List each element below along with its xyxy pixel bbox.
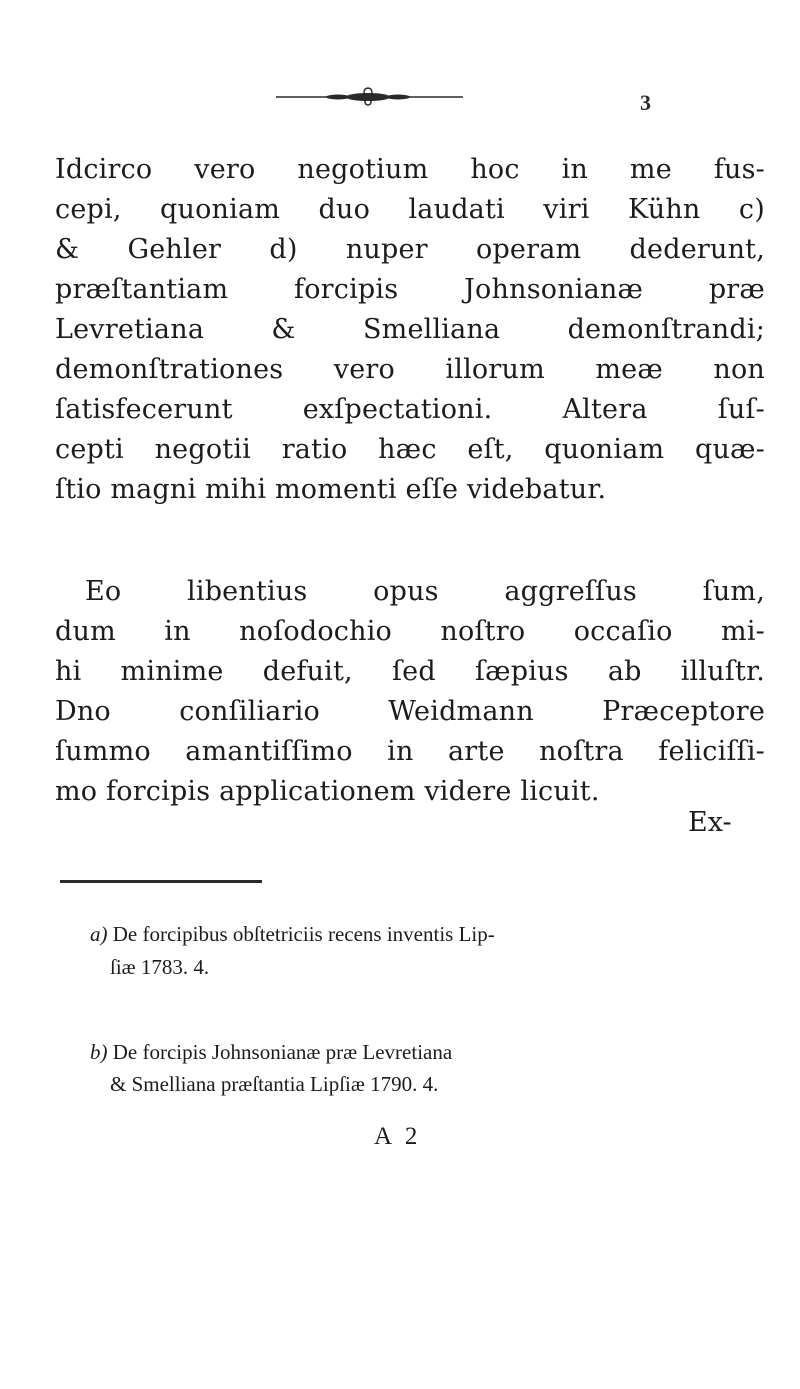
footnote-marker: b) [90, 1040, 108, 1064]
paragraph-1 [55, 150, 765, 510]
signature-mark: A 2 [374, 1123, 422, 1150]
header-ornament [268, 86, 468, 108]
footnote-a-continued [110, 953, 209, 981]
footnote-b-continued [110, 1070, 438, 1098]
text-line: demonſtrationes vero illorum meæ non [55, 354, 765, 385]
footnote-rule [60, 880, 262, 883]
text-line: cepi, quoniam duo laudati viri Kühn c) [55, 194, 765, 225]
footnote-a [90, 920, 495, 948]
footnote-b [90, 1038, 452, 1066]
text-line: hi minime defuit, ſed ſæpius ab illuſtr. [55, 656, 765, 687]
text-line: & Gehler d) nuper operam dederunt, [55, 234, 765, 265]
text-line: Idcirco vero negotium hoc in me fus- [55, 154, 765, 185]
page-number: 3 [640, 90, 651, 115]
footnote-text: ſiæ 1783. 4. [110, 955, 210, 979]
catchword: Ex- [688, 807, 732, 838]
footnote-text: & Smelliana præſtantia Lipſiæ 1790. 4. [110, 1072, 439, 1096]
text-line: dum in noſodochio noſtro occaſio mi- [55, 616, 765, 647]
text-line: præſtantiam forcipis Johnsonianæ præ [55, 274, 765, 305]
footnote-marker: a) [90, 922, 108, 946]
text-line: Eo libentius opus aggreſſus ſum, [85, 576, 765, 607]
text-line: ſummo amantiſſimo in arte noſtra feliciſſi- [55, 736, 765, 767]
text-line: Levretiana & Smelliana demonſtrandi; [55, 314, 765, 345]
paragraph-2 [55, 572, 765, 812]
text-line: ſtio magni mihi momenti eſſe videbatur. [55, 474, 607, 505]
text-line: ſatisfecerunt exſpectationi. Altera ſuſ- [55, 394, 765, 425]
text-line: cepti negotii ratio hæc eſt, quoniam quæ- [55, 434, 765, 465]
text-line: mo forcipis applicationem videre licuit. [55, 776, 600, 807]
footnote-text: De forcipis Johnsonianæ præ Levretiana [112, 1040, 453, 1064]
footnote-text: De forcipibus obſtetriciis recens inventis Lip- [112, 922, 495, 946]
text-line: Dno conſiliario Weidmann Præceptore [55, 696, 765, 727]
